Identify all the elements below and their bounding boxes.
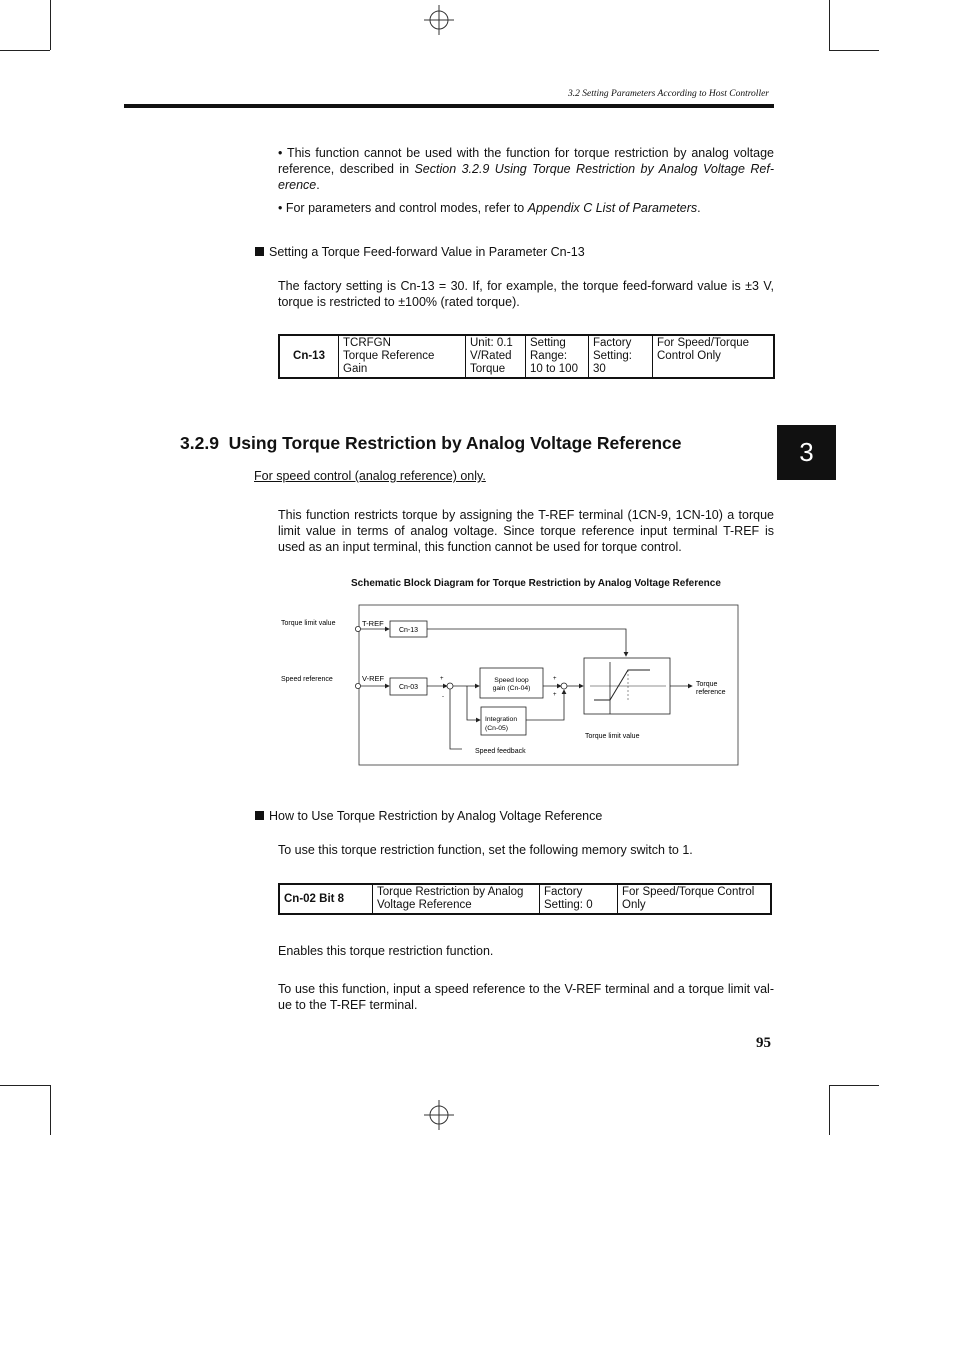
cell-line: Factory — [544, 886, 583, 898]
crop-mark — [50, 1085, 51, 1135]
final-instruction: To use this function, input a speed reference to the V-REF terminal and a torque limit val-ue to the T-REF terminal. — [278, 982, 774, 1012]
cell-line: Torque — [470, 363, 506, 375]
parameter-key: Cn-13 — [279, 335, 339, 378]
integration-label: Integration — [485, 716, 518, 723]
parameter-control-mode — [653, 335, 775, 378]
crop-mark — [829, 50, 879, 51]
torque-limit-input-label: Torque limit value — [281, 620, 336, 627]
square-bullet-icon — [255, 247, 264, 256]
parameter-factory-setting — [589, 335, 653, 378]
bullet-reference: Appendix C List of Parameters — [527, 201, 698, 215]
section-title — [180, 433, 681, 454]
cell-line: Torque Restriction by Analog — [377, 886, 524, 898]
bullet-reference: Section 3.2.9 Using Torque Restriction by Analog Voltage Ref-erence — [278, 162, 774, 192]
bullet-text: • This function cannot be used with the function for torque restriction by analog voltage reference, described in — [278, 146, 774, 176]
plus-sign: + — [440, 676, 444, 682]
block-diagram — [270, 600, 750, 775]
table-row — [279, 335, 774, 378]
figure-title: Schematic Block Diagram for Torque Restriction by Analog Voltage Reference — [351, 578, 721, 589]
header-rule — [124, 104, 774, 108]
parameter-control-mode — [618, 884, 772, 914]
how-to-body: To use this torque restriction function, set the following memory switch to 1. — [278, 843, 693, 857]
running-head: 3.2 Setting Parameters According to Host Controller — [568, 89, 769, 99]
enables-text: Enables this torque restriction function. — [278, 944, 494, 958]
cell-line: Range: — [530, 350, 568, 362]
t-ref-label: T-REF — [362, 619, 384, 628]
plus-sign: + — [553, 676, 557, 682]
cell-line: Setting: 0 — [544, 899, 593, 911]
subheading-how-to — [255, 808, 602, 824]
cell-line: Voltage Reference — [377, 899, 472, 911]
torque-reference-label: Torque — [696, 681, 718, 688]
cn13-body: The factory setting is Cn-13 = 30. If, for example, the torque feed-forward value is ±3 V, torque is restricted to ±100% (rated torque). — [278, 279, 774, 309]
t-ref-terminal — [355, 626, 360, 631]
speed-loop-gain-label: gain (Cn-04) — [492, 685, 531, 692]
summing-junction-speed — [447, 683, 453, 689]
cell-line: Gain — [343, 363, 368, 375]
parameter-key: Cn-02 Bit 8 — [279, 884, 373, 914]
cell-line: Factory — [593, 337, 632, 349]
parameter-factory-setting — [540, 884, 618, 914]
summing-junction-torque — [561, 683, 567, 689]
cell-line: V/Rated — [470, 350, 512, 362]
applicability-note: For speed control (analog reference) only. — [254, 469, 486, 483]
crop-mark — [829, 0, 830, 50]
parameter-unit — [466, 335, 526, 378]
minus-sign: - — [442, 694, 444, 700]
crop-mark — [50, 0, 51, 50]
plus-sign: + — [553, 692, 557, 698]
square-bullet-icon — [255, 811, 264, 820]
bullet-end: . — [316, 178, 320, 192]
v-ref-terminal — [355, 683, 360, 688]
bullet-end: . — [697, 201, 701, 215]
subheading-text: How to Use Torque Restriction by Analog Voltage Reference — [269, 809, 603, 823]
parameter-name — [373, 884, 540, 914]
parameter-name — [339, 335, 466, 378]
cn13-block-label: Cn-13 — [398, 627, 419, 634]
cn02-memory-switch-table — [278, 883, 772, 915]
torque-reference-label: reference — [696, 689, 726, 696]
v-ref-label: V-REF — [362, 674, 385, 683]
registration-mark-bottom — [424, 1100, 454, 1130]
cell-line: Setting — [530, 337, 566, 349]
crop-mark — [0, 50, 50, 51]
bullet-text: • For parameters and control modes, refer to — [278, 201, 528, 215]
section-intro: This function restricts torque by assigning the T-REF terminal (1CN-9, 1CN-10) a torque limit value in terms of analog voltage. Since torque reference input terminal T-REF is used as an input terminal, this function cannot be used for torque control. — [278, 508, 774, 554]
table-row — [279, 884, 771, 914]
integration-label: (Cn-05) — [485, 725, 509, 732]
cell-line: TCRFGN — [343, 337, 391, 349]
speed-loop-gain-label: Speed loop — [494, 677, 529, 684]
cell-line: 10 to 100 — [530, 363, 578, 375]
cn13-parameter-table — [278, 334, 775, 379]
cell-line: Unit: 0.1 — [470, 337, 513, 349]
speed-feedback-label: Speed feedback — [475, 748, 526, 755]
bullet-item — [278, 200, 774, 216]
section-title-text: Using Torque Restriction by Analog Voltage Reference — [228, 433, 682, 453]
cell-line: 30 — [593, 363, 606, 375]
cell-line: Setting: — [593, 350, 632, 362]
cell-line: For Speed/Torque — [657, 337, 750, 349]
chapter-tab: 3 — [777, 425, 836, 480]
cell-line: For Speed/Torque Control — [622, 886, 755, 898]
bullet-item — [278, 145, 774, 193]
cell-line: Control Only — [657, 350, 721, 362]
torque-limit-value-label: Torque limit value — [585, 733, 640, 740]
page-number: 95 — [756, 1035, 771, 1051]
registration-mark-top — [424, 5, 454, 35]
subheading-text: Setting a Torque Feed-forward Value in Parameter Cn-13 — [269, 245, 585, 259]
parameter-range — [526, 335, 589, 378]
section-number: 3.2.9 — [180, 433, 219, 453]
subheading-cn13 — [255, 244, 585, 260]
crop-mark — [829, 1085, 879, 1086]
crop-mark — [829, 1085, 830, 1135]
speed-reference-label: Speed reference — [281, 676, 333, 683]
cn03-block-label: Cn-03 — [398, 684, 419, 691]
crop-mark — [0, 1085, 50, 1086]
cell-line: Torque Reference — [343, 350, 435, 362]
cell-line: Only — [622, 899, 646, 911]
